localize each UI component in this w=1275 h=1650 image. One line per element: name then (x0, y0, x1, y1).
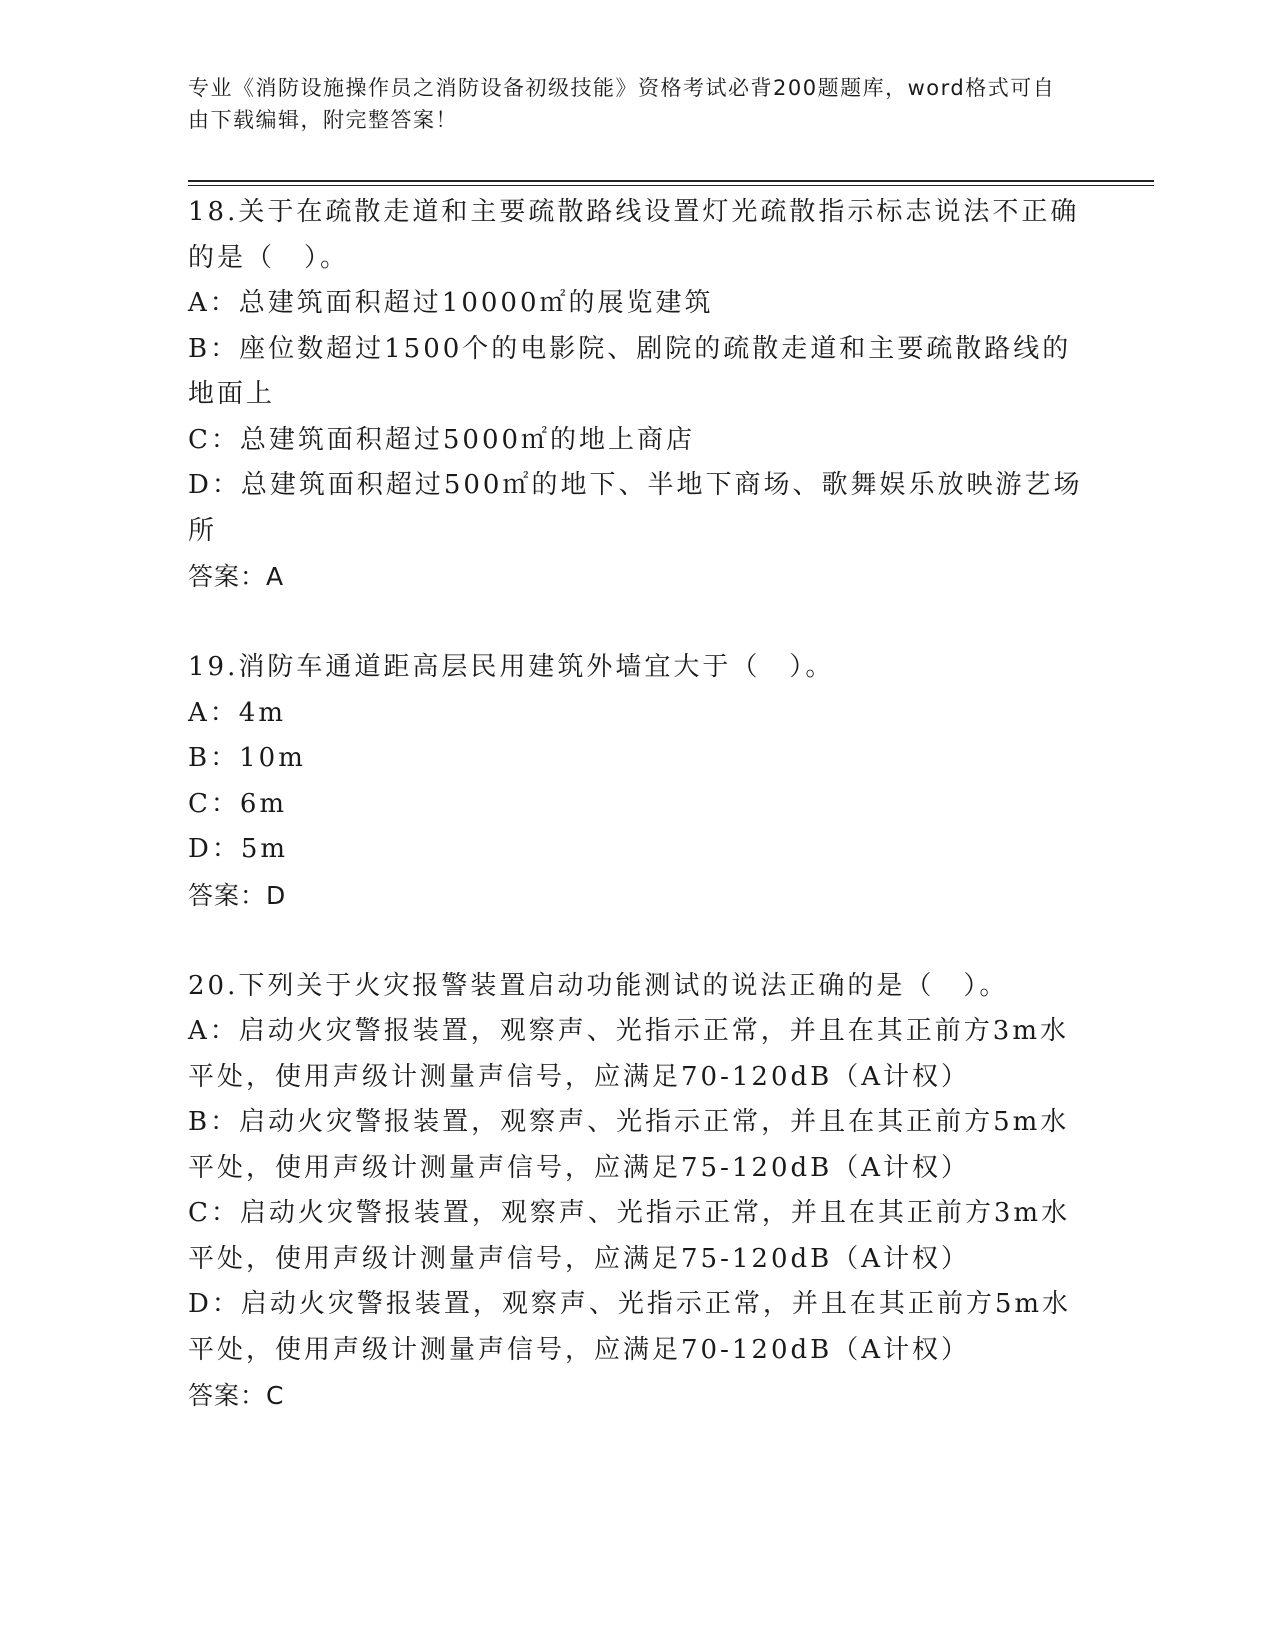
answer-label: 答案：D (188, 880, 287, 910)
option-a: A：启动火灾警报装置，观察声、光指示正常，并且在其正前方3m水平处，使用声级计测量声信号，应满足70-120dB（A计权） (188, 1016, 1069, 1092)
option-c: C：启动火灾警报装置，观察声、光指示正常，并且在其正前方3m水平处，使用声级计测量声信号，应满足75-120dB（A计权） (188, 1198, 1071, 1274)
answer-label: 答案：C (188, 1381, 285, 1410)
option-d: D：5m (188, 834, 289, 864)
header-divider-thick (188, 180, 1154, 182)
option-b: B：座位数超过1500个的电影院、剧院的疏散走道和主要疏散路线的地面上 (188, 333, 1072, 409)
option-c: C：总建筑面积超过5000㎡的地上商店 (188, 424, 696, 455)
question-19 (188, 645, 1088, 918)
question-spacer (188, 918, 1088, 964)
question-stem: 18.关于在疏散走道和主要疏散路线设置灯光疏散指示标志说法不正确的是（ ）。 (188, 197, 1080, 273)
option-d: D：启动火灾警报装置，观察声、光指示正常，并且在其正前方5m水平处，使用声级计测量声信号，应满足70-120dB（A计权） (188, 1289, 1072, 1365)
answer-label: 答案：A (188, 562, 285, 591)
question-18 (188, 190, 1088, 600)
option-a: A：4m (188, 697, 286, 728)
option-b: B：启动火灾警报装置，观察声、光指示正常，并且在其正前方5m水平处，使用声级计测量声信号，应满足75-120dB（A计权） (188, 1107, 1070, 1183)
question-stem: 20.下列关于火灾报警装置启动功能测试的说法正确的是（ ）。 (188, 970, 1009, 1001)
question-20 (188, 964, 1088, 1419)
option-a: A：总建筑面积超过10000㎡的展览建筑 (188, 288, 714, 318)
option-c: C：6m (188, 788, 288, 819)
option-d: D：总建筑面积超过500㎡的地下、半地下商场、歌舞娱乐放映游艺场所 (188, 470, 1083, 546)
question-list (188, 190, 1088, 1419)
question-spacer (188, 600, 1088, 646)
question-stem: 19.消防车通道距高层民用建筑外墙宜大于（ ）。 (188, 652, 835, 682)
document-header: 专业《消防设施操作员之消防设备初级技能》资格考试必背200题题库，word格式可自由下载编辑，附完整答案！ (188, 76, 1056, 132)
option-b: B：10m (188, 743, 306, 773)
header-divider-thin (188, 185, 1154, 186)
